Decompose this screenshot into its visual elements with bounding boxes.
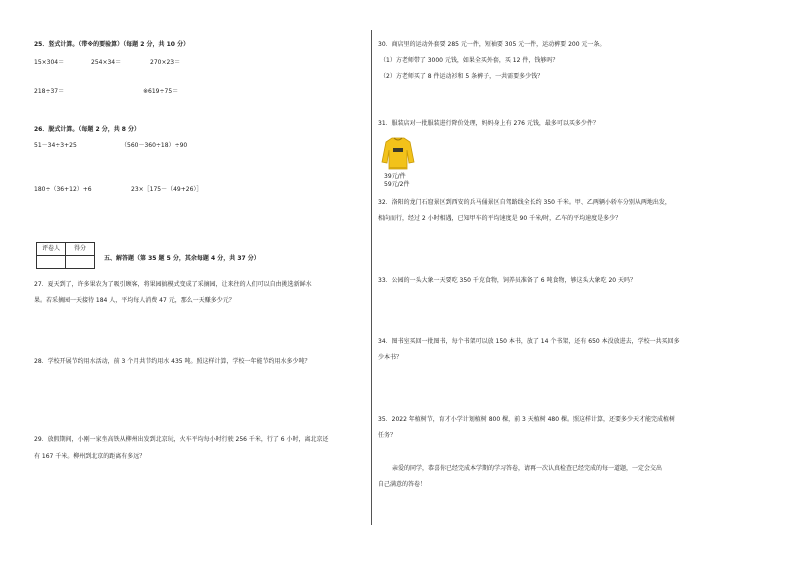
q26-item-4: 23×［175－（49+26）］: [131, 186, 203, 193]
q25-item-5: ※619÷75＝: [143, 88, 179, 95]
sweater-body: [382, 138, 414, 169]
score-table-header-score: 得分: [66, 243, 95, 256]
q34-line-2: 少本书？: [378, 354, 403, 361]
q25-item-3: 270×23＝: [150, 59, 181, 66]
q35-line-1: 35．2022 年植树节，育才小学计划植树 800 棵，前 3 天植树 480 棵。照这样计算，还要多少天才能完成植树: [378, 416, 675, 423]
q26-item-2: （560－360÷18）÷90: [121, 142, 188, 149]
closing-line-2: 自己满意的答卷！: [378, 481, 427, 488]
q25-item-1: 15×304＝: [34, 59, 65, 66]
sweater-hem: [389, 167, 407, 169]
q31-text: 31．服装店对一批服装进行降价处理，妈妈身上有 276 元钱，最多可以买多少件？: [378, 120, 599, 127]
q25-item-2: 254×34＝: [91, 59, 122, 66]
left-column: [0, 0, 370, 562]
score-table-cell-score: [66, 256, 95, 269]
q26-title: 26．脱式计算。（每题 2 分，共 8 分）: [34, 126, 141, 133]
sweater-image: [380, 136, 416, 170]
q27-line-2: 果。若采摘园一天接待 184 人，平均每人消费 47 元，那么一天赚多少元？: [34, 297, 235, 304]
q26-item-3: 180÷（36+12）+6: [34, 186, 92, 193]
q35-line-2: 任务？: [378, 432, 397, 439]
q26-item-1: 51－34÷3+25: [34, 142, 77, 149]
column-divider: [371, 30, 372, 525]
price-per-item: 39元/件: [384, 173, 406, 180]
score-table-cell-grader: [37, 256, 66, 269]
price-per-pair: 59元/2件: [384, 181, 410, 188]
q30-line-1: 30．商店里的运动外套要 285 元一件，短袖要 305 元一件，运动裤要 200 元一条。: [378, 41, 606, 48]
q32-line-2: 相向而行，经过 2 小时相遇，已知甲车的平均速度是 90 千米/时，乙车的平均速度是多少？: [378, 215, 622, 222]
q34-line-1: 34．图书室买回一批图书，每个书架可以放 150 本书，放了 14 个书架，还有 650 本没放进去，学校一共买回多: [378, 338, 680, 345]
q30-part-1: （1）方老师带了 3000 元钱，如果全买外套，买 12 件，钱够吗？: [380, 57, 559, 64]
q28-text: 28．学校开展节约用水活动，前 3 个月共节约用水 435 吨。照这样计算，学校一年能节约用水多少吨？: [34, 358, 311, 365]
score-table-header-grader: 评卷人: [37, 243, 66, 256]
q33-text: 33．公园的一头大象一天要吃 350 千克食物，饲养员准备了 6 吨食物，够这头大象吃 20 天吗？: [378, 277, 636, 284]
closing-line-1: 亲爱的同学，恭喜你已经完成本学期的学习答卷，请再一次认真检查已经完成的每一道题，一定会交出: [392, 465, 663, 472]
q27-line-1: 27．夏天到了，许多果农为了吸引顾客，将果园搞模式变成了采摘园，让来往的人们可以自由挑选新鲜水: [34, 281, 312, 288]
q25-item-4: 218÷37＝: [34, 88, 65, 95]
q32-line-1: 32．洛阳的龙门石窟景区到西安的兵马俑景区自驾路线全长约 350 千米。甲、乙两辆小轿车分别从两地出发，: [378, 199, 671, 206]
q25-title: 25．竖式计算。（带※的要验算）（每题 2 分，共 10 分）: [34, 41, 190, 48]
q30-part-2: （2）方老师买了 8 件运动衫和 5 条裤子，一共需要多少钱？: [380, 73, 544, 80]
sweater-logo: [393, 148, 403, 152]
q29-line-1: 29．放假期间，小刚一家坐高铁从柳州出发到北京玩，火车平均每小时行驶 256 千米，行了 6 小时，离北京还: [34, 436, 329, 443]
section-title: 五、解答题（第 35 题 5 分，其余每题 4 分，共 37 分）: [104, 255, 260, 262]
score-table: [36, 242, 95, 269]
q29-line-2: 有 167 千米。柳州到北京的距离有多远？: [34, 453, 146, 460]
right-column: [374, 0, 794, 562]
